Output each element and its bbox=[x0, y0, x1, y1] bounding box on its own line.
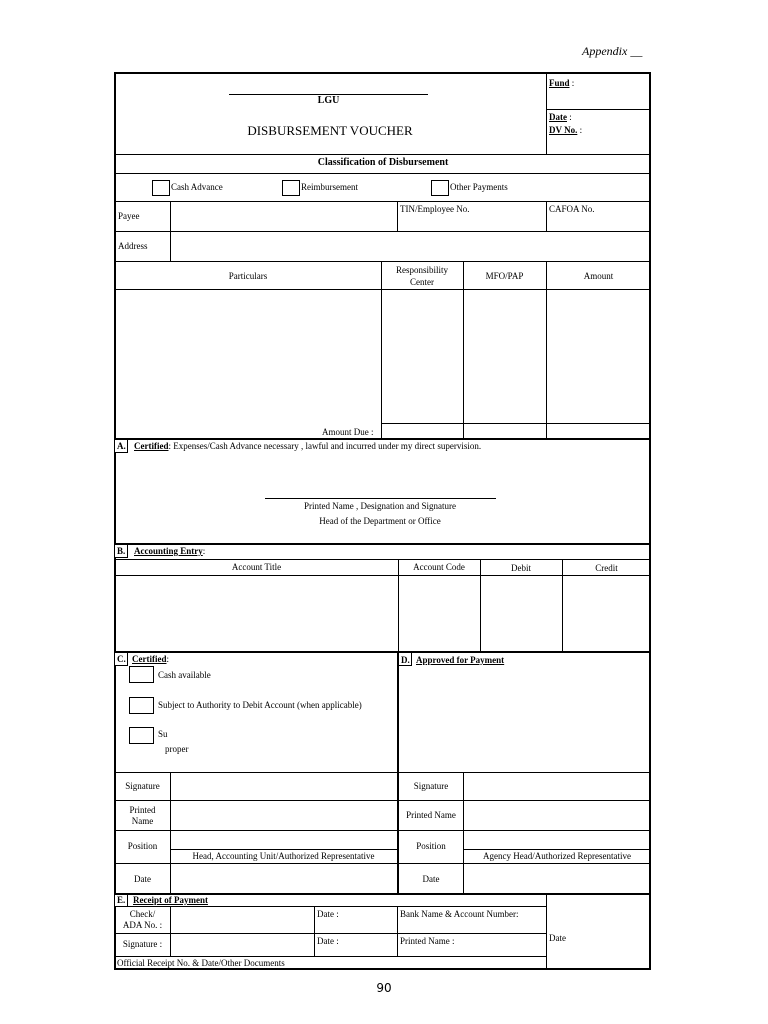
date-colon: : bbox=[569, 112, 572, 122]
signature-field-d[interactable] bbox=[465, 774, 650, 799]
check-ada-label: Check/ bbox=[129, 909, 156, 919]
cash-available-checkbox[interactable] bbox=[129, 666, 154, 683]
receipt-date-label-2: Date : bbox=[317, 936, 339, 946]
particulars-header: Particulars bbox=[228, 271, 268, 281]
section-a-head-of-department: Head of the Department or Office bbox=[319, 516, 441, 526]
section-a-certified-label: Certified bbox=[134, 441, 169, 451]
amount-header: Amount bbox=[583, 271, 614, 281]
printed-name-label-c-2: Name bbox=[131, 816, 154, 826]
subject-authority-label: Subject to Authority to Debit Account (when applicable) bbox=[158, 700, 362, 710]
reimbursement-label: Reimbursement bbox=[301, 182, 358, 192]
signature-field-c[interactable] bbox=[172, 774, 396, 799]
signature-label-c: Signature bbox=[125, 781, 160, 791]
date-label-c: Date bbox=[134, 874, 151, 884]
reimbursement-checkbox[interactable] bbox=[282, 180, 300, 196]
approved-for-payment-label: Approved for Payment bbox=[416, 655, 505, 665]
debit-header: Debit bbox=[511, 563, 531, 573]
classification-heading: Classification of Disbursement bbox=[317, 157, 449, 168]
fund-field[interactable] bbox=[549, 79, 574, 88]
other-payments-label: Other Payments bbox=[450, 182, 508, 192]
receipt-printed-name-label: Printed Name : bbox=[400, 936, 455, 946]
bank-name-label: Bank Name & Account Number: bbox=[400, 909, 519, 919]
section-a-certified-text: : Expenses/Cash Advance necessary , lawful and incurred under my direct supervision. bbox=[168, 441, 482, 451]
section-a-certified bbox=[134, 442, 481, 451]
section-e-letter: E. bbox=[117, 895, 126, 905]
credit-header: Credit bbox=[595, 563, 618, 573]
printed-name-field-d[interactable] bbox=[465, 802, 650, 828]
check-ada-field[interactable] bbox=[172, 908, 313, 932]
dv-no-field[interactable] bbox=[549, 126, 582, 135]
address-field[interactable] bbox=[172, 233, 650, 260]
receipt-signature-label: Signature : bbox=[122, 939, 163, 949]
responsibility-center-header-2: Center bbox=[410, 277, 434, 287]
section-c-colon: : bbox=[166, 654, 169, 664]
section-a-printed-name: Printed Name , Designation and Signature bbox=[304, 501, 456, 511]
lgu-label: LGU bbox=[317, 95, 340, 106]
receipt-date-right-label: Date bbox=[549, 933, 566, 943]
accounting-entry-label: Accounting Entry bbox=[134, 546, 203, 556]
cash-available-label: Cash available bbox=[158, 670, 211, 680]
section-c-certified-label: Certified bbox=[132, 654, 167, 664]
amount-due-label: Amount Due : bbox=[322, 427, 374, 437]
fund-label: Fund bbox=[549, 78, 570, 88]
position-label-c: Position bbox=[127, 841, 158, 851]
dv-no-label: DV No. bbox=[549, 125, 578, 135]
printed-name-field-c[interactable] bbox=[172, 802, 396, 828]
position-label-d: Position bbox=[416, 841, 446, 851]
printed-name-label-c: Printed bbox=[129, 805, 156, 815]
supporting-documents-checkbox[interactable] bbox=[129, 727, 154, 744]
section-a-letter: A. bbox=[117, 441, 126, 451]
payee-field[interactable] bbox=[172, 203, 396, 230]
receipt-signature-field[interactable] bbox=[172, 935, 313, 955]
section-c-title bbox=[132, 655, 169, 664]
section-b-title bbox=[134, 547, 205, 556]
subject-authority-checkbox[interactable] bbox=[129, 697, 154, 714]
account-code-header: Account Code bbox=[413, 562, 465, 572]
appendix-label: Appendix __ bbox=[582, 44, 643, 58]
date-field-c[interactable] bbox=[172, 865, 396, 891]
supporting-documents-label: Su bbox=[158, 729, 168, 739]
tin-label: TIN/Employee No. bbox=[400, 204, 470, 214]
other-payments-checkbox[interactable] bbox=[431, 180, 449, 196]
check-ada-label-2: ADA No. : bbox=[122, 920, 163, 930]
mfo-pap-header: MFO/PAP bbox=[485, 271, 524, 281]
section-d-letter: D. bbox=[401, 655, 410, 665]
responsibility-center-header: Responsibility bbox=[395, 265, 448, 275]
page-number: 90 bbox=[376, 981, 392, 995]
section-c-letter: C. bbox=[117, 654, 126, 664]
supporting-documents-label-2: proper bbox=[165, 744, 189, 754]
date-field[interactable] bbox=[549, 113, 572, 122]
signature-label-d: Signature bbox=[413, 781, 449, 791]
account-title-header: Account Title bbox=[231, 562, 282, 572]
agency-head-caption: Agency Head/Authorized Representative bbox=[483, 851, 631, 861]
receipt-date-label: Date : bbox=[317, 909, 339, 919]
page-title: DISBURSEMENT VOUCHER bbox=[247, 123, 413, 138]
dv-no-colon: : bbox=[579, 125, 583, 135]
accounting-entry-colon: : bbox=[202, 546, 206, 556]
address-label: Address bbox=[118, 241, 148, 251]
official-receipt-label: Official Receipt No. & Date/Other Documents bbox=[117, 958, 285, 968]
date-label-d: Date bbox=[422, 874, 440, 884]
fund-colon: : bbox=[571, 78, 575, 88]
head-accounting-caption: Head, Accounting Unit/Authorized Representative bbox=[192, 851, 375, 861]
cafoa-label: CAFOA No. bbox=[549, 204, 595, 214]
payee-label: Payee bbox=[118, 211, 140, 221]
section-b-letter: B. bbox=[117, 546, 126, 556]
printed-name-label-d: Printed Name bbox=[406, 810, 456, 820]
date-label: Date bbox=[549, 112, 567, 122]
receipt-of-payment-label: Receipt of Payment bbox=[133, 895, 208, 905]
cash-advance-label: Cash Advance bbox=[171, 182, 223, 192]
cash-advance-checkbox[interactable] bbox=[152, 180, 170, 196]
date-field-d[interactable] bbox=[465, 865, 650, 891]
